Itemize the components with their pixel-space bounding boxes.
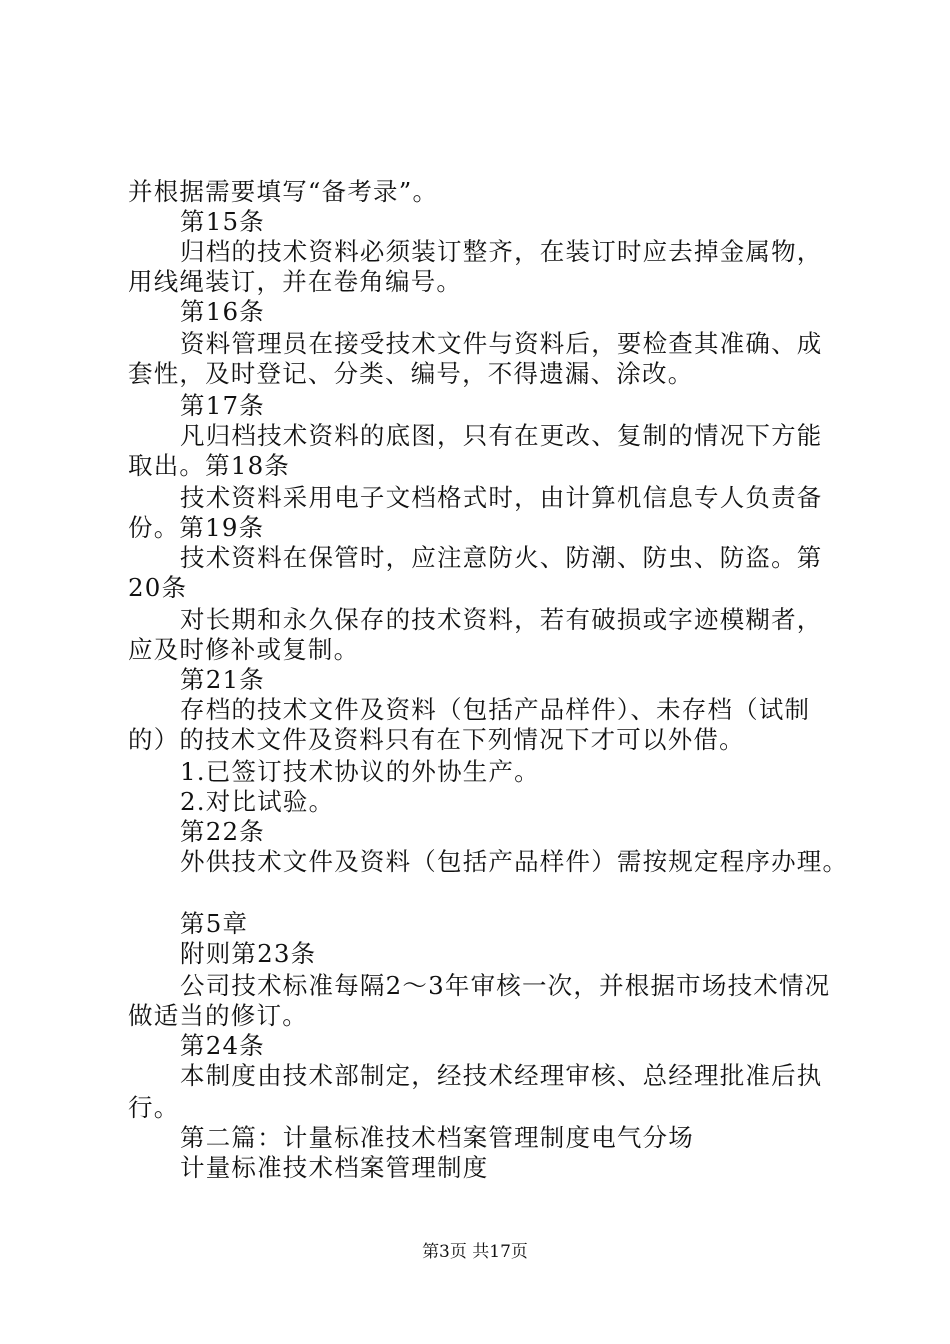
text-line: 归档的技术资料必须装订整齐，在装订时应去掉金属物， [180,237,823,266]
text-line: 20条 [128,573,188,602]
text-line: 资料管理员在接受技术文件与资料后，要检查其准确、成 [180,329,823,358]
text-line: 第22条 [180,817,265,846]
text-line: 对长期和永久保存的技术资料，若有破损或字迹模糊者， [180,605,823,634]
text-line: 公司技术标准每隔2～3年审核一次，并根据市场技术情况 [180,971,831,1000]
text-line: 应及时修补或复制。 [128,635,360,664]
text-line: 行。 [128,1093,180,1122]
text-line: 第15条 [180,207,265,236]
text-line: 第17条 [180,391,265,420]
page-footer: 第3页 共17页 [422,1242,528,1262]
chapter-heading: 第5章 [180,909,249,938]
text-line: 用线绳装订，并在卷角编号。 [128,267,463,296]
text-line: 技术资料在保管时，应注意防火、防潮、防虫、防盗。第 [180,543,823,572]
text-line: 做适当的修订。 [128,1001,308,1030]
text-line: 第21条 [180,665,265,694]
text-line: 套性，及时登记、分类、编号，不得遗漏、涂改。 [128,359,694,388]
text-line: 本制度由技术部制定，经技术经理审核、总经理批准后执 [180,1061,823,1090]
text-line: 并根据需要填写“备考录”。 [128,177,439,206]
list-item: 2.对比试验。 [180,787,335,816]
text-line: 第16条 [180,297,265,326]
text-line: 技术资料采用电子文档格式时，由计算机信息专人负责备 [180,483,823,512]
list-item: 1.已签订技术协议的外协生产。 [180,757,540,786]
text-line: 的）的技术文件及资料只有在下列情况下才可以外借。 [128,725,745,754]
section-heading: 计量标准技术档案管理制度 [180,1153,489,1182]
text-line: 外供技术文件及资料（包括产品样件）需按规定程序办理。 [180,847,849,876]
text-line: 存档的技术文件及资料（包括产品样件）、未存档（试制 [180,695,811,724]
text-line: 凡归档技术资料的底图，只有在更改、复制的情况下方能 [180,421,823,450]
text-line: 第24条 [180,1031,265,1060]
text-line: 附则第23条 [180,939,317,968]
text-line: 取出。第18条 [128,451,291,480]
text-line: 份。第19条 [128,513,265,542]
section-heading: 第二篇：计量标准技术档案管理制度电气分场 [180,1123,694,1152]
